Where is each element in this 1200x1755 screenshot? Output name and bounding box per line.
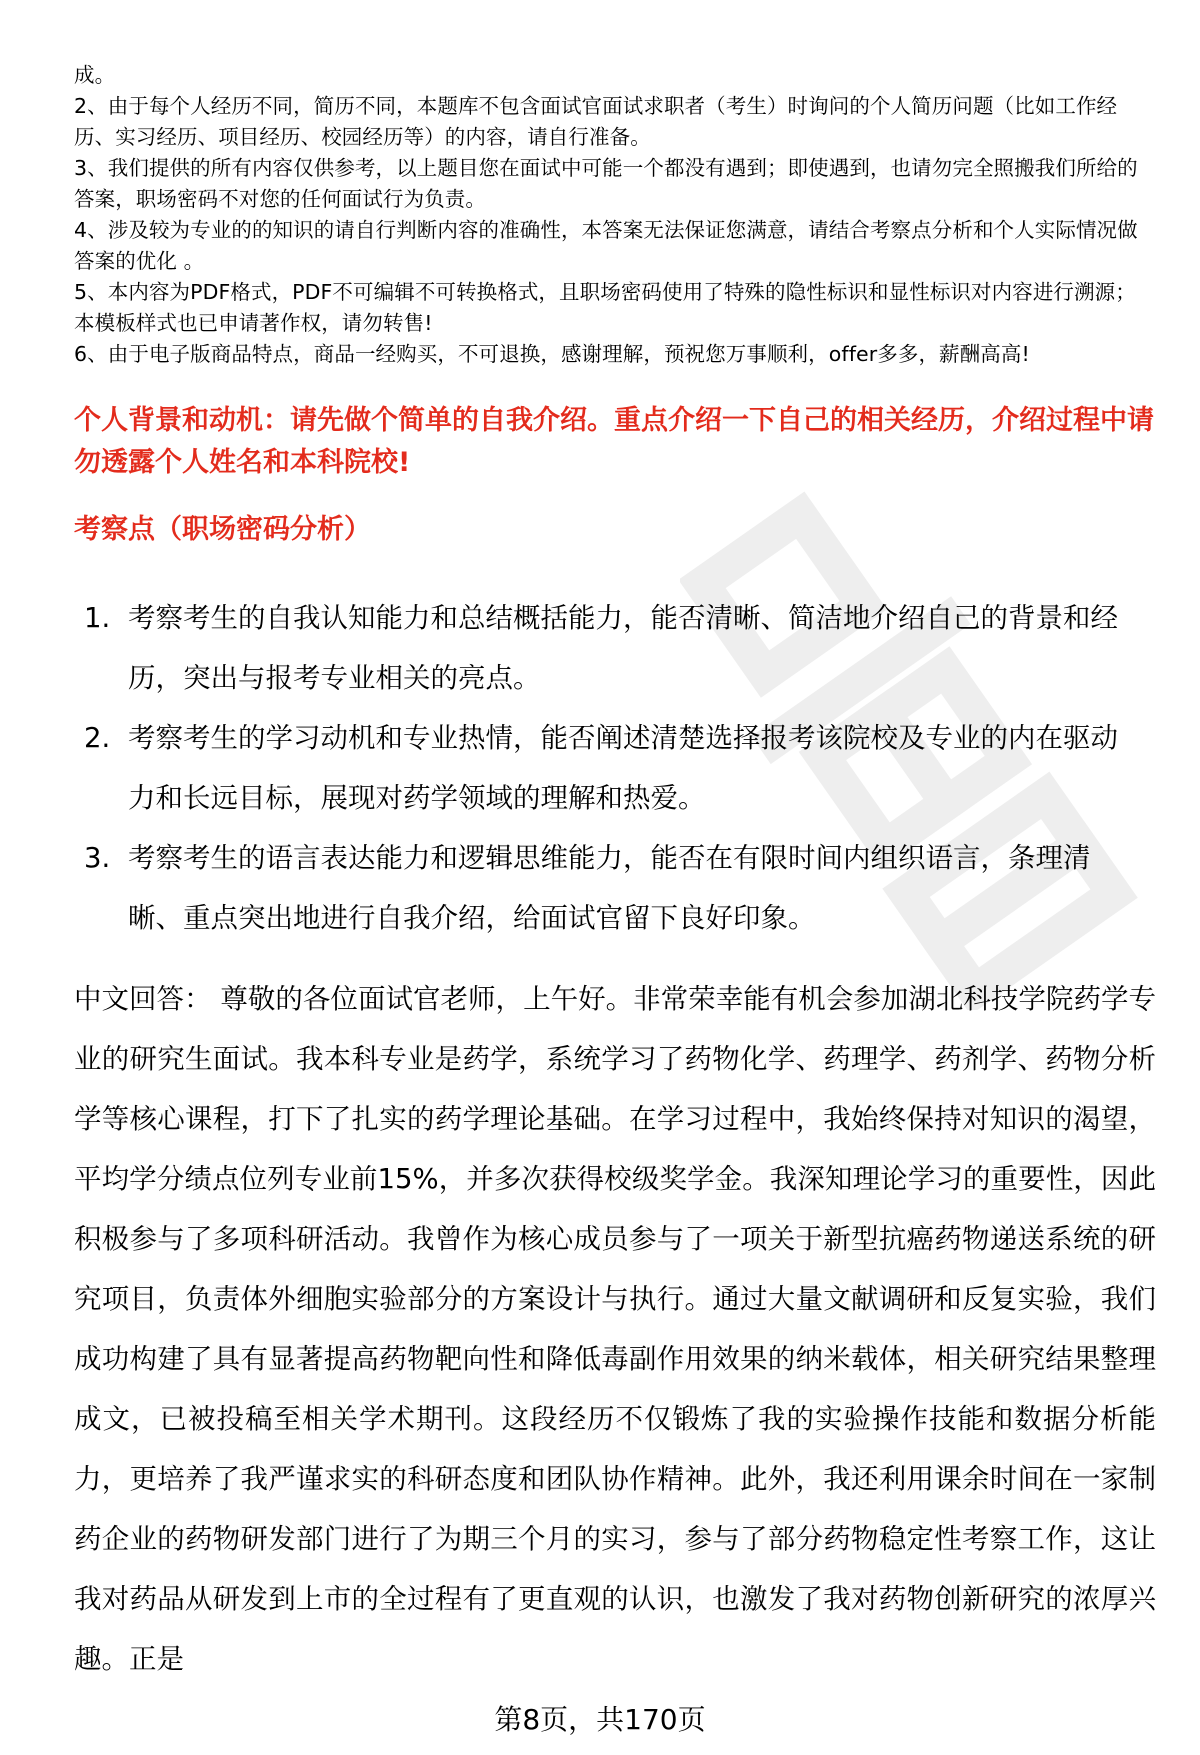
note-item: 成。 <box>74 63 116 87</box>
page-number: 第8页，共170页 <box>494 1703 706 1736</box>
note-item: 5、本内容为PDF格式，PDF不可编辑不可转换格式，且职场密码使用了特殊的隐性标识和显性标识对内容进行溯源；本模板样式也已申请著作权，请勿转售! <box>74 280 1136 335</box>
key-point-number: 2. <box>84 722 111 754</box>
key-point-number: 3. <box>84 842 111 874</box>
key-points-list <box>84 588 1154 948</box>
key-point-item <box>84 828 1154 948</box>
key-point-item <box>84 708 1154 828</box>
key-point-number: 1. <box>84 602 111 634</box>
note-item: 4、涉及较为专业的的知识的请自行判断内容的准确性，本答案无法保证您满意，请结合考察点分析和个人实际情况做答案的优化 。 <box>74 218 1138 273</box>
key-point-item <box>84 588 1154 708</box>
question-title: 个人背景和动机：请先做个简单的自我介绍。重点介绍一下自己的相关经历，介绍过程中请勿透露个人姓名和本科院校! <box>74 405 1154 478</box>
note-item: 3、我们提供的所有内容仅供参考，以上题目您在面试中可能一个都没有遇到；即使遇到，也请勿完全照搬我们所给的答案，职场密码不对您的任何面试行为负责。 <box>74 156 1138 211</box>
notes-section <box>74 60 1154 370</box>
note-item: 2、由于每个人经历不同，简历不同，本题库不包含面试官面试求职者（考生）时询问的个人简历问题（比如工作经历、实习经历、项目经历、校园经历等）的内容，请自行准备。 <box>74 94 1118 149</box>
note-item: 6、由于电子版商品特点，商品一经购买，不可退换，感谢理解，预祝您万事顺利，offer多多，薪酬高高! <box>74 342 1030 366</box>
key-point-text: 考察考生的语言表达能力和逻辑思维能力，能否在有限时间内组织语言，条理清晰、重点突出地进行自我介绍，给面试官留下良好印象。 <box>128 842 1091 934</box>
key-point-text: 考察考生的学习动机和专业热情，能否阐述清楚选择报考该院校及专业的内在驱动力和长远目标，展现对药学领域的理解和热爱。 <box>128 722 1118 814</box>
answer-text: 中文回答： 尊敬的各位面试官老师，上午好。非常荣幸能有机会参加湖北科技学院药学专业的研究生面试。我本科专业是药学，系统学习了药物化学、药理学、药剂学、药物分析学等核心课程，打下了扎实的药学理论基础。在学习过程中，我始终保持对知识的渴望，平均学分绩点位列专业前15%，并多次获得校级奖学金。我深知理论学习的重要性，因此积极参与了多项科研活动。我曾作为核心成员参与了一项关于新型抗癌药物递送系统的研究项目，负责体外细胞实验部分的方案设计与执行。通过大量文献调研和反复实验，我们成功构建了具有显著提高药物靶向性和降低毒副作用效果的纳米载体，相关研究结果整理成文，已被投稿至相关学术期刊。这段经历不仅锻炼了我的实验操作技能和数据分析能力，更培养了我严谨求实的科研态度和团队协作精神。此外，我还利用课余时间在一家制药企业的药物研发部门进行了为期三个月的实习，参与了部分药物稳定性考察工作，这让我对药品从研发到上市的全过程有了更直观的认识，也激发了我对药物创新研究的浓厚兴趣。正是 <box>74 983 1156 1675</box>
key-point-text: 考察考生的自我认知能力和总结概括能力，能否清晰、简洁地介绍自己的背景和经历，突出与报考专业相关的亮点。 <box>128 602 1118 694</box>
key-points-title: 考察点（职场密码分析） <box>74 514 371 545</box>
